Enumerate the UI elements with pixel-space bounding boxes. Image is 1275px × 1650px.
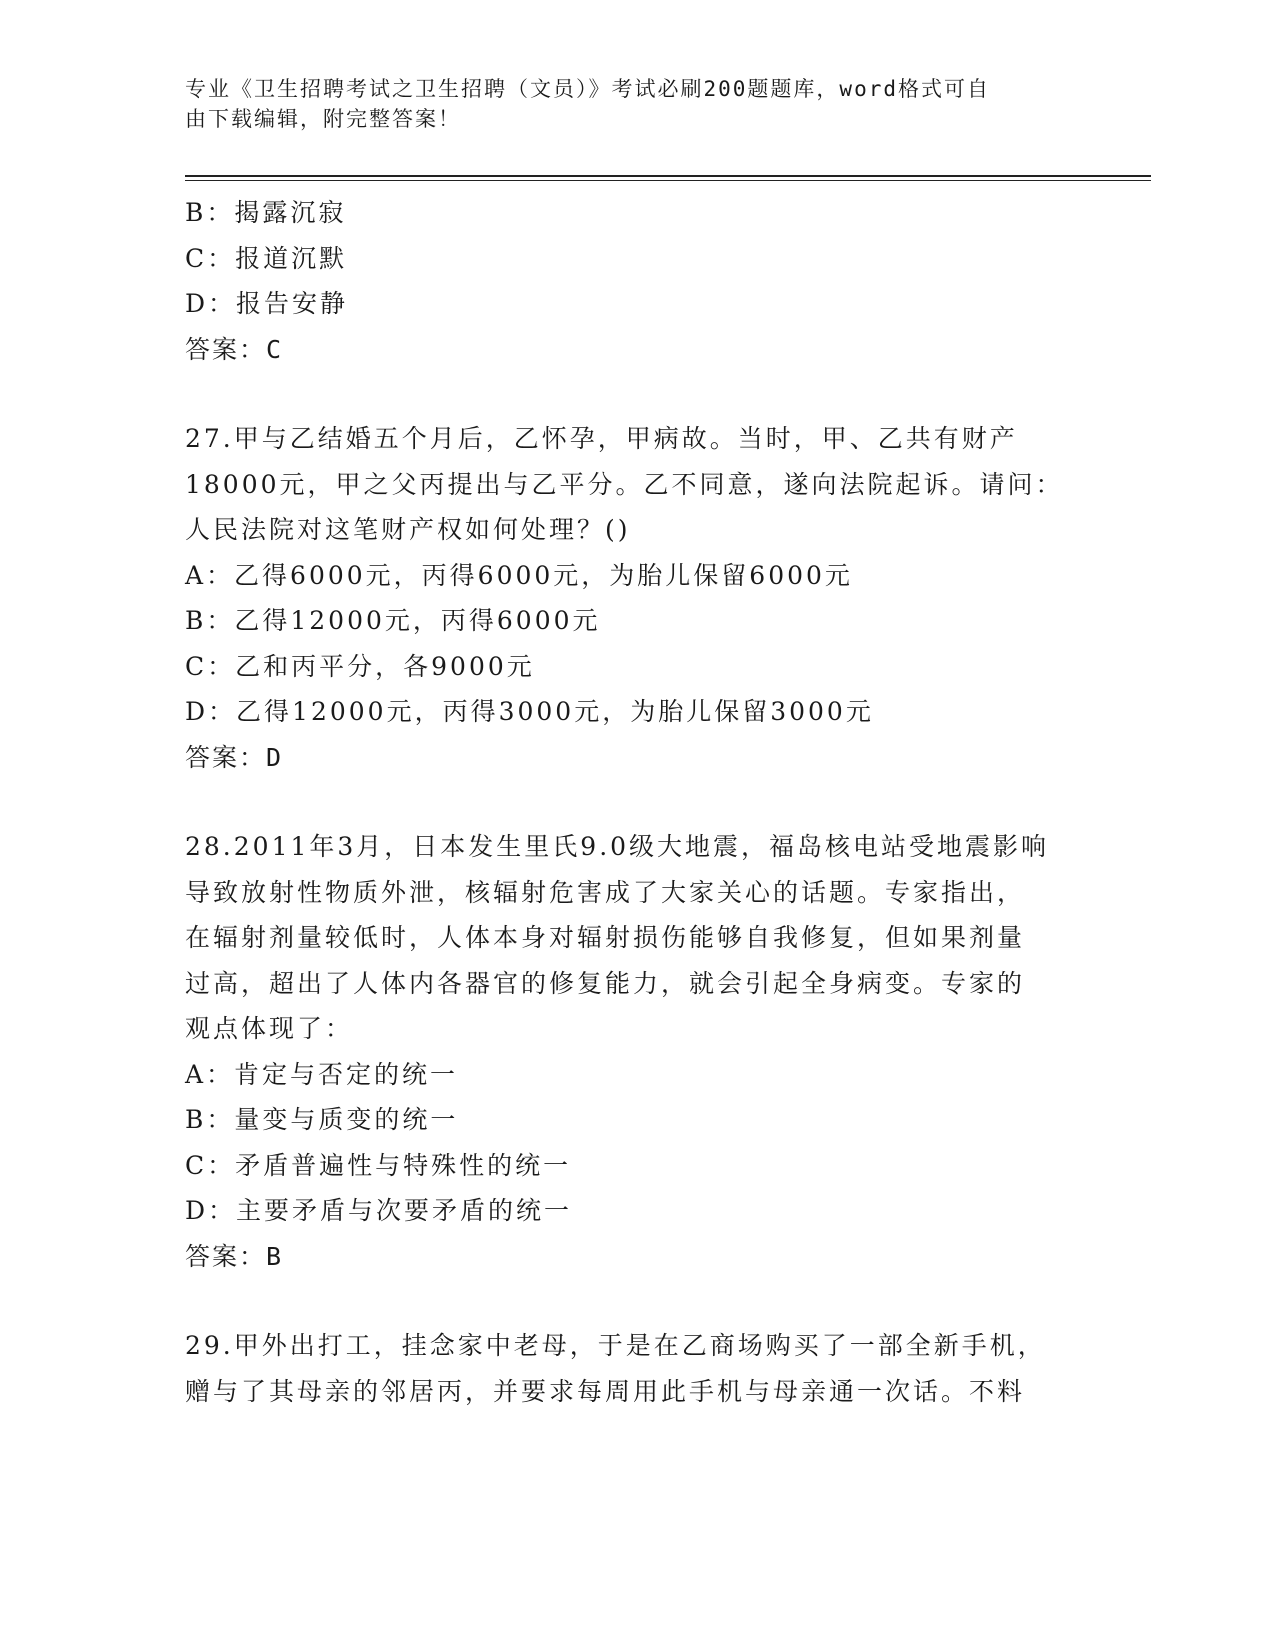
question-29 bbox=[185, 1323, 1085, 1414]
question-stem-line: 过高，超出了人体内各器官的修复能力，就会引起全身病变。专家的 bbox=[185, 968, 1026, 998]
option-c: C：报道沉默 bbox=[185, 243, 348, 273]
header-rule-thick bbox=[185, 175, 1151, 177]
question-stem-line: 27.甲与乙结婚五个月后，乙怀孕，甲病故。当时，甲、乙共有财产 bbox=[185, 424, 1018, 453]
option-b: B：乙得12000元，丙得6000元 bbox=[185, 606, 601, 635]
option-b: B：量变与质变的统一 bbox=[185, 1105, 459, 1134]
question-stem-line: 29.甲外出打工，挂念家中老母，于是在乙商场购买了一部全新手机， bbox=[185, 1331, 1046, 1360]
answer: 答案：D bbox=[185, 742, 284, 772]
question-26-tail bbox=[185, 190, 1085, 372]
question-27 bbox=[185, 416, 1085, 780]
question-stem-line: 人民法院对这笔财产权如何处理？() bbox=[185, 515, 631, 544]
option-a: A：乙得6000元，丙得6000元，为胎儿保留6000元 bbox=[185, 560, 853, 590]
option-d: D：报告安静 bbox=[185, 289, 349, 318]
question-stem-line: 观点体现了： bbox=[185, 1014, 354, 1043]
document-body bbox=[185, 190, 1085, 1414]
option-a: A：肯定与否定的统一 bbox=[185, 1059, 459, 1089]
header-line-2: 由下载编辑，附完整答案！ bbox=[185, 107, 461, 131]
question-28 bbox=[185, 824, 1085, 1279]
option-c: C：乙和丙平分，各9000元 bbox=[185, 651, 535, 681]
question-stem-line: 导致放射性物质外泄，核辐射危害成了大家关心的话题。专家指出， bbox=[185, 877, 1026, 907]
question-stem-line: 在辐射剂量较低时，人体本身对辐射损伤能够自我修复，但如果剂量 bbox=[185, 923, 1026, 952]
answer: 答案：B bbox=[185, 1241, 284, 1271]
option-d: D：主要矛盾与次要矛盾的统一 bbox=[185, 1196, 573, 1225]
option-b: B：揭露沉寂 bbox=[185, 198, 347, 227]
answer: 答案：C bbox=[185, 334, 284, 364]
question-stem-line: 28.2011年3月，日本发生里氏9.0级大地震，福岛核电站受地震影响 bbox=[185, 832, 1050, 861]
document-header bbox=[185, 74, 1065, 134]
question-stem-line: 赠与了其母亲的邻居丙，并要求每周用此手机与母亲通一次话。不料 bbox=[185, 1376, 1026, 1406]
option-c: C：矛盾普遍性与特殊性的统一 bbox=[185, 1150, 572, 1180]
option-d: D：乙得12000元，丙得3000元，为胎儿保留3000元 bbox=[185, 697, 874, 726]
header-rule-thin bbox=[185, 180, 1151, 181]
question-stem-line: 18000元，甲之父丙提出与乙平分。乙不同意，遂向法院起诉。请问： bbox=[185, 469, 1064, 499]
header-line-1: 专业《卫生招聘考试之卫生招聘（文员）》考试必刷200题题库，word格式可自 bbox=[185, 77, 990, 101]
